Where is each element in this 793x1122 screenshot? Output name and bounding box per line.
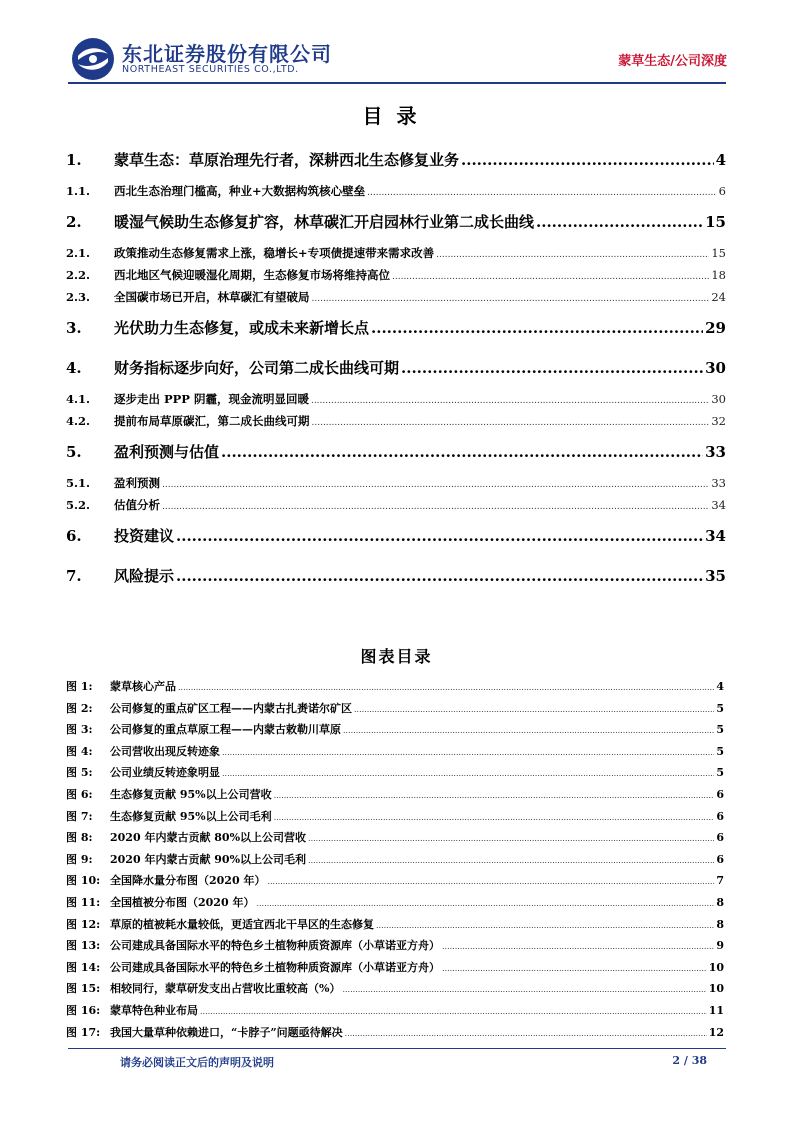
entry-number: 图 15: <box>66 982 101 996</box>
entry-page: 33 <box>705 443 726 461</box>
entry-title: 逐步走出 PPP 阴霾，现金流明显回暖 <box>114 392 309 406</box>
figure-entry[interactable] <box>66 784 724 806</box>
leader-dots <box>461 140 714 180</box>
entry-title: 公司业绩反转迹象明显 <box>110 766 220 780</box>
entry-title: 盈利预测与估值 <box>114 443 220 461</box>
entry-page: 18 <box>711 268 726 282</box>
entry-number: 图 17: <box>66 1025 101 1039</box>
toc-entry[interactable] <box>66 388 726 410</box>
figure-entry[interactable] <box>66 978 724 1000</box>
leader-dots <box>162 496 709 518</box>
entry-page: 5 <box>716 744 724 758</box>
leader-dots <box>256 893 714 915</box>
entry-page: 7 <box>716 874 724 888</box>
toc-entry[interactable] <box>66 348 726 388</box>
entry-title: 生态修复贡献 95%以上公司营收 <box>110 787 272 801</box>
toc-entry[interactable] <box>66 308 726 348</box>
toc-entry[interactable] <box>66 242 726 264</box>
entry-page: 30 <box>711 392 726 406</box>
entry-page: 6 <box>716 852 724 866</box>
disclaimer-notice[interactable]: 请务必阅读正文后的声明及说明 <box>120 1056 274 1069</box>
leader-dots <box>371 308 703 348</box>
figure-entry[interactable] <box>66 870 724 892</box>
figure-entry[interactable] <box>66 957 724 979</box>
footer-divider <box>68 1048 726 1049</box>
entry-title: 政策推动生态修复需求上涨，稳增长+专项债提速带来需求改善 <box>114 246 435 260</box>
leader-dots <box>162 474 709 496</box>
entry-title: 公司修复的重点草原工程——内蒙古敕勒川草原 <box>110 723 341 737</box>
entry-page: 33 <box>711 476 726 490</box>
page-number: 2 / 38 <box>672 1054 707 1067</box>
entry-title: 公司修复的重点矿区工程——内蒙古扎赉诺尔矿区 <box>110 701 352 715</box>
figure-entry[interactable] <box>66 1022 724 1044</box>
entry-number: 图 10: <box>66 874 101 888</box>
entry-number: 图 16: <box>66 1003 101 1017</box>
leader-dots <box>442 936 714 958</box>
figure-entry[interactable] <box>66 935 724 957</box>
entry-number: 2.1. <box>66 246 91 260</box>
entry-title: 估值分析 <box>114 498 160 512</box>
entry-title: 蒙草生态：草原治理先行者，深耕西北生态修复业务 <box>114 151 460 169</box>
entry-page: 8 <box>716 917 724 931</box>
entry-number: 图 7: <box>66 809 93 823</box>
entry-page: 8 <box>716 895 724 909</box>
entry-page: 6 <box>716 787 724 801</box>
entry-page: 6 <box>716 809 724 823</box>
report-tag: 蒙草生态/公司深度 <box>618 54 727 69</box>
entry-number: 图 8: <box>66 831 93 845</box>
entry-number: 4.1. <box>66 392 91 406</box>
leader-dots <box>178 677 714 699</box>
entry-title: 西北生态治理门槛高，种业+大数据构筑核心壁垒 <box>114 184 366 198</box>
figure-entry[interactable] <box>66 762 724 784</box>
leader-dots <box>376 915 714 937</box>
entry-title: 2020 年内蒙古贡献 90%以上公司毛利 <box>110 852 307 866</box>
entry-number: 图 4: <box>66 744 93 758</box>
toc-entry[interactable] <box>66 472 726 494</box>
entry-number: 图 13: <box>66 939 101 953</box>
entry-title: 草原的植被耗水量较低，更适宜西北干旱区的生态修复 <box>110 917 374 931</box>
figures-list-title: 图表目录 <box>360 647 433 666</box>
leader-dots <box>343 720 714 742</box>
figure-entry[interactable] <box>66 806 724 828</box>
entry-page: 15 <box>705 213 726 231</box>
entry-number: 图 3: <box>66 723 93 737</box>
figure-entry[interactable] <box>66 698 724 720</box>
entry-number: 6. <box>66 527 82 545</box>
figure-entry[interactable] <box>66 892 724 914</box>
entry-page: 10 <box>708 960 724 974</box>
entry-page: 6 <box>718 184 726 198</box>
figure-entry[interactable] <box>66 719 724 741</box>
leader-dots <box>367 182 717 204</box>
leader-dots <box>274 785 715 807</box>
leader-dots <box>392 266 709 288</box>
entry-page: 12 <box>708 1025 724 1039</box>
leader-dots <box>274 807 715 829</box>
leader-dots <box>311 390 709 412</box>
toc-entry[interactable] <box>66 264 726 286</box>
entry-title: 公司营收出现反转迹象 <box>110 744 220 758</box>
entry-page: 32 <box>711 414 726 428</box>
toc-entry[interactable] <box>66 432 726 472</box>
figure-entry[interactable] <box>66 827 724 849</box>
leader-dots <box>221 432 703 472</box>
entry-number: 4. <box>66 359 82 377</box>
entry-number: 图 11: <box>66 895 101 909</box>
entry-page: 24 <box>711 290 726 304</box>
leader-dots <box>308 850 714 872</box>
entry-number: 2. <box>66 213 82 231</box>
entry-number: 图 2: <box>66 701 93 715</box>
entry-number: 1.1. <box>66 184 91 198</box>
entry-number: 3. <box>66 319 82 337</box>
entry-title: 全国降水量分布图（2020 年） <box>110 874 266 888</box>
entry-number: 2.3. <box>66 290 91 304</box>
entry-page: 6 <box>716 831 724 845</box>
entry-title: 公司建成具备国际水平的特色乡土植物种质资源库（小草诺亚方舟） <box>110 960 440 974</box>
entry-title: 西北地区气候迎暖湿化周期，生态修复市场将维持高位 <box>114 268 390 282</box>
leader-dots <box>436 244 709 266</box>
entry-title: 盈利预测 <box>114 476 160 490</box>
entry-page: 5 <box>716 723 724 737</box>
toc-title: 目录 <box>362 104 431 128</box>
entry-number: 图 6: <box>66 787 93 801</box>
entry-title: 2020 年内蒙古贡献 80%以上公司营收 <box>110 831 307 845</box>
entry-number: 7. <box>66 567 82 585</box>
leader-dots <box>222 742 714 764</box>
entry-title: 投资建议 <box>114 527 175 545</box>
entry-title: 光伏助力生态修复，或成未来新增长点 <box>114 319 370 337</box>
toc-entry[interactable] <box>66 202 726 242</box>
entry-title: 全国植被分布图（2020 年） <box>110 895 255 909</box>
entry-title: 公司建成具备国际水平的特色乡土植物种质资源库（小草诺亚方舟） <box>110 939 440 953</box>
toc-entry[interactable] <box>66 286 726 308</box>
entry-title: 我国大量草种依赖进口，“卡脖子”问题亟待解决 <box>110 1025 343 1039</box>
entry-number: 图 5: <box>66 766 93 780</box>
leader-dots <box>312 288 710 310</box>
figure-entry[interactable] <box>66 849 724 871</box>
entry-number: 5.1. <box>66 476 91 490</box>
entry-number: 图 9: <box>66 852 93 866</box>
entry-title: 蒙草核心产品 <box>110 680 176 693</box>
entry-title: 全国碳市场已开启，林草碳汇有望破局 <box>114 290 310 304</box>
figures-list <box>66 676 724 1043</box>
entry-number: 图 1: <box>66 680 93 693</box>
entry-page: 10 <box>708 982 724 996</box>
entry-page: 34 <box>705 527 726 545</box>
leader-dots <box>176 516 703 556</box>
entry-number: 2.2. <box>66 268 91 282</box>
entry-page: 34 <box>711 498 726 512</box>
leader-dots <box>308 828 714 850</box>
figure-entry[interactable] <box>66 1000 724 1022</box>
figure-entry[interactable] <box>66 741 724 763</box>
table-of-contents <box>66 140 726 596</box>
figure-entry[interactable] <box>66 676 724 698</box>
entry-page: 9 <box>716 939 724 953</box>
leader-dots <box>442 958 707 980</box>
toc-entry[interactable] <box>66 556 726 596</box>
leader-dots <box>354 699 714 721</box>
entry-title: 风险提示 <box>114 567 175 585</box>
entry-page: 4 <box>716 680 724 693</box>
toc-entry[interactable] <box>66 410 726 432</box>
entry-number: 图 12: <box>66 917 101 931</box>
company-name-en: NORTHEAST SECURITIES CO.,LTD. <box>122 64 299 75</box>
entry-number: 5. <box>66 443 82 461</box>
leader-dots <box>345 1023 707 1045</box>
entry-title: 暖湿气候助生态修复扩容，林草碳汇开启园林行业第二成长曲线 <box>114 213 535 231</box>
entry-title: 生态修复贡献 95%以上公司毛利 <box>110 809 272 823</box>
entry-title: 相较同行，蒙草研发支出占营收比重较高（%） <box>110 982 341 996</box>
leader-dots <box>267 871 714 893</box>
toc-entry[interactable] <box>66 494 726 516</box>
entry-page: 29 <box>705 319 726 337</box>
leader-dots <box>312 412 710 434</box>
toc-entry[interactable] <box>66 516 726 556</box>
page-header <box>0 0 793 80</box>
leader-dots <box>536 202 703 242</box>
entry-number: 4.2. <box>66 414 91 428</box>
toc-entry[interactable] <box>66 140 726 180</box>
entry-number: 5.2. <box>66 498 91 512</box>
entry-number: 1. <box>66 151 82 169</box>
leader-dots <box>401 348 703 388</box>
leader-dots <box>222 763 714 785</box>
leader-dots <box>200 1001 707 1023</box>
figure-entry[interactable] <box>66 914 724 936</box>
company-logo-icon <box>70 36 116 82</box>
entry-page: 4 <box>715 151 726 169</box>
leader-dots <box>342 979 706 1001</box>
entry-title: 蒙草特色种业布局 <box>110 1003 198 1017</box>
entry-number: 图 14: <box>66 960 101 974</box>
leader-dots <box>176 556 703 596</box>
entry-title: 提前布局草原碳汇，第二成长曲线可期 <box>114 414 310 428</box>
header-divider <box>68 82 726 84</box>
entry-page: 30 <box>705 359 726 377</box>
toc-entry[interactable] <box>66 180 726 202</box>
entry-page: 5 <box>716 701 724 715</box>
entry-page: 11 <box>708 1003 724 1017</box>
entry-page: 15 <box>711 246 726 260</box>
entry-page: 5 <box>716 766 724 780</box>
company-name-cn: 东北证券股份有限公司 <box>122 42 332 66</box>
entry-title: 财务指标逐步向好，公司第二成长曲线可期 <box>114 359 400 377</box>
entry-page: 35 <box>705 567 726 585</box>
